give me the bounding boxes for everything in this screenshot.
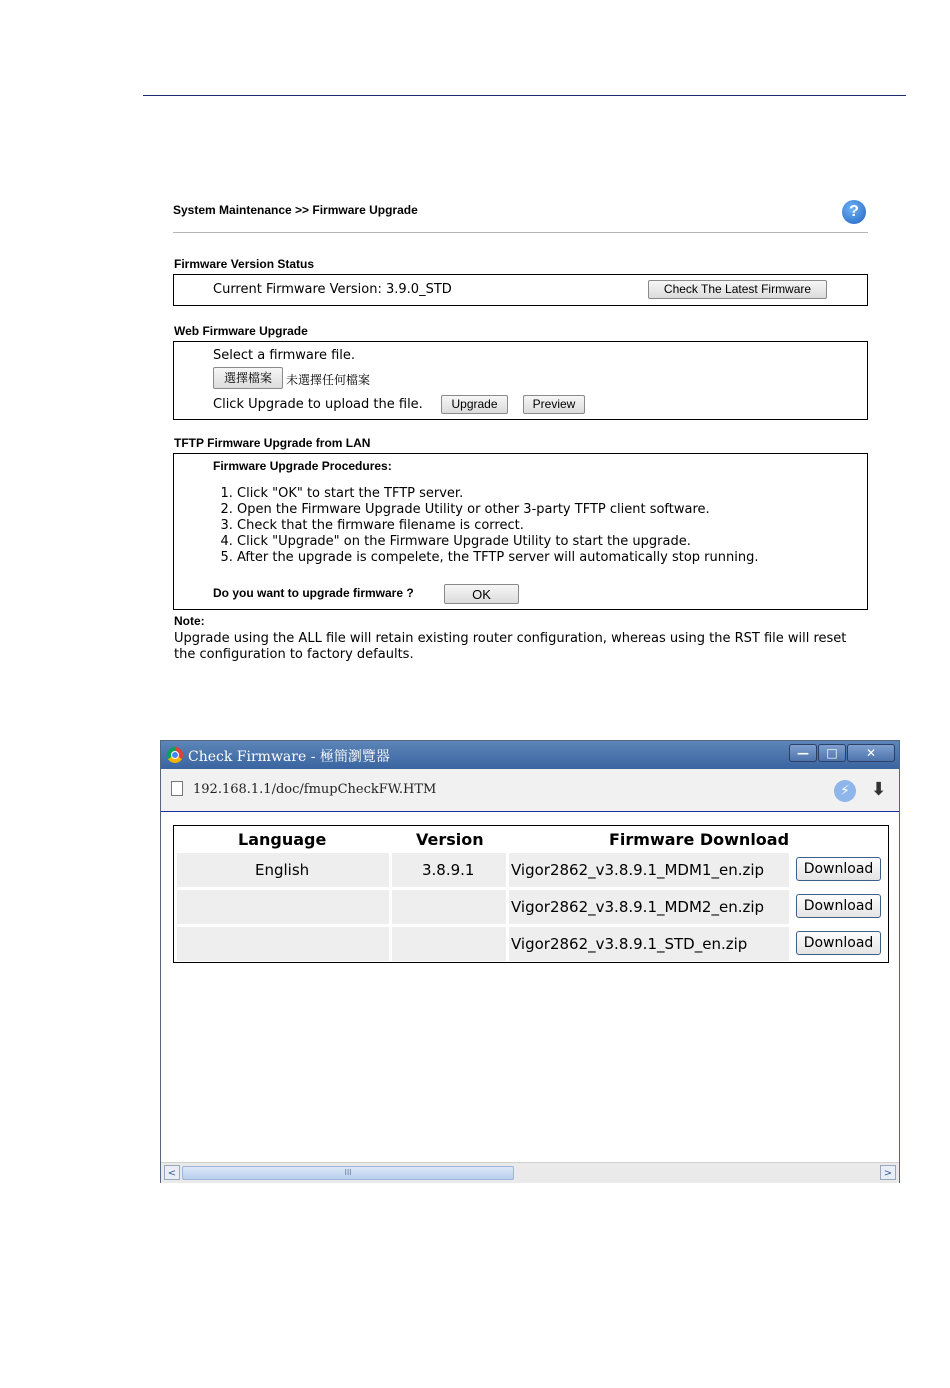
scroll-right-icon[interactable]: >	[880, 1165, 896, 1180]
select-file-text: Select a firmware file.	[213, 348, 356, 363]
upgrade-question: Do you want to upgrade firmware ?	[213, 586, 414, 600]
download-button[interactable]: Download	[796, 894, 881, 918]
firmware-filename: Vigor2862_v3.8.9.1_MDM1_en.zip	[511, 861, 765, 879]
scroll-thumb[interactable]: III	[182, 1166, 514, 1180]
table-cell-version	[392, 927, 506, 961]
minimize-button[interactable]: —	[789, 744, 817, 762]
table-cell-language	[177, 890, 389, 924]
column-header-version: Version	[416, 830, 484, 849]
version-value: 3.8.9.1	[422, 861, 475, 879]
address-bar	[161, 769, 899, 812]
download-arrow-icon[interactable]: ⬇	[871, 779, 887, 800]
preview-button[interactable]: Preview	[523, 395, 585, 414]
language-value: English	[255, 861, 310, 879]
table-cell-version	[392, 890, 506, 924]
bolt-icon[interactable]: ⚡	[834, 780, 856, 802]
ok-button[interactable]: OK	[444, 584, 519, 604]
procedure-step: 3. Check that the firmware filename is correct.	[237, 518, 758, 534]
procedure-step: 2. Open the Firmware Upgrade Utility or other 3-party TFTP client software.	[237, 502, 758, 518]
check-firmware-window	[160, 740, 900, 1183]
current-version-label: Current Firmware Version: 3.9.0_STD	[213, 282, 452, 297]
web-upgrade-title: Web Firmware Upgrade	[174, 324, 308, 338]
procedure-steps	[213, 486, 758, 566]
close-button[interactable]: ✕	[847, 744, 895, 762]
table-cell-file	[509, 927, 789, 961]
scroll-left-icon[interactable]: <	[164, 1165, 180, 1180]
page-title: System Maintenance >> Firmware Upgrade	[173, 203, 418, 217]
choose-file-button[interactable]: 選擇檔案	[213, 367, 283, 389]
table-cell-file	[509, 853, 789, 887]
column-header-language: Language	[238, 830, 327, 849]
firmware-filename: Vigor2862_v3.8.9.1_STD_en.zip	[511, 935, 748, 953]
procedure-step: 4. Click "Upgrade" on the Firmware Upgrade Utility to start the upgrade.	[237, 534, 758, 550]
url-field[interactable]: 192.168.1.1/doc/fmupCheckFW.HTM	[193, 782, 437, 797]
browser-logo-icon	[167, 747, 183, 763]
tftp-upgrade-title: TFTP Firmware Upgrade from LAN	[174, 436, 371, 450]
table-cell-file	[509, 890, 789, 924]
title-divider	[173, 232, 868, 233]
tftp-upgrade-box	[173, 453, 868, 610]
procedure-step: 5. After the upgrade is compelete, the TFTP server will automatically stop running.	[237, 550, 758, 566]
no-file-chosen-text: 未選擇任何檔案	[286, 373, 371, 387]
window-title: Check Firmware - 極簡瀏覽器	[188, 749, 390, 765]
firmware-status-box	[173, 274, 868, 306]
download-button[interactable]: Download	[796, 857, 881, 881]
column-header-firmware-download: Firmware Download	[609, 830, 790, 849]
firmware-status-title: Firmware Version Status	[174, 257, 315, 271]
maximize-button[interactable]: □	[818, 744, 846, 762]
note-text: Upgrade using the ALL file will retain existing router configuration, whereas using the RST file will reset the configuration to factory defaults.	[174, 631, 847, 662]
horizontal-scrollbar[interactable]	[161, 1162, 899, 1183]
table-cell-version	[392, 853, 506, 887]
web-upgrade-box	[173, 341, 868, 420]
note-title: Note:	[174, 614, 205, 628]
firmware-download-table	[173, 825, 889, 963]
table-cell-language	[177, 853, 389, 887]
page-top-rule	[143, 95, 906, 96]
click-upgrade-text: Click Upgrade to upload the file.	[213, 397, 423, 412]
help-icon[interactable]: ?	[842, 200, 866, 224]
window-titlebar[interactable]	[161, 741, 899, 769]
download-button[interactable]: Download	[796, 931, 881, 955]
firmware-filename: Vigor2862_v3.8.9.1_MDM2_en.zip	[511, 898, 765, 916]
upgrade-button[interactable]: Upgrade	[441, 395, 508, 414]
procedures-title: Firmware Upgrade Procedures:	[213, 459, 392, 473]
table-cell-language	[177, 927, 389, 961]
page-icon	[171, 781, 183, 796]
procedure-step: 1. Click "OK" to start the TFTP server.	[237, 486, 758, 502]
check-latest-firmware-button[interactable]: Check The Latest Firmware	[648, 280, 827, 299]
